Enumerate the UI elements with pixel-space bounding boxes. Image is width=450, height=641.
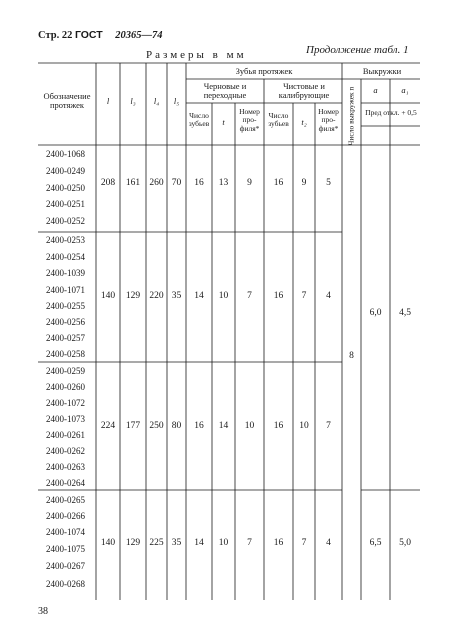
designation-row: 2400-1071 — [46, 285, 85, 295]
group4-l5: 35 — [171, 538, 182, 548]
a-upper-value: 6,0 — [369, 308, 382, 318]
designation-row: 2400-0261 — [46, 430, 85, 440]
teeth-count-header: Число зубьев — [188, 111, 210, 129]
group1-n1: 16 — [194, 178, 204, 188]
group1-n2: 16 — [273, 178, 284, 188]
group1-p1: 9 — [247, 178, 252, 188]
group4-l3: 129 — [125, 538, 141, 548]
group3-l: 224 — [100, 421, 116, 431]
l3-header: l₃ — [130, 96, 136, 106]
l5-header: l₅ — [173, 96, 180, 106]
designation-row: 2400-0249 — [46, 166, 85, 176]
t2-header: t₂ — [301, 117, 307, 127]
group1-t: 13 — [218, 178, 229, 188]
group4-n2: 16 — [273, 538, 284, 548]
a1-header: a₁ — [401, 85, 409, 95]
rough-header: Черновые и переходные — [203, 81, 247, 101]
continuation-caption: Продолжение табл. 1 — [306, 44, 409, 56]
group3-n2: 16 — [273, 421, 284, 431]
group2-n1: 14 — [194, 291, 204, 301]
group4-l4: 225 — [149, 538, 164, 548]
profile-2-header: Номер про- филя* — [318, 107, 339, 133]
a1-upper-value: 4,5 — [399, 308, 411, 318]
designation-row: 2400-0268 — [46, 579, 85, 589]
group4-l: 140 — [100, 538, 116, 548]
designation-row: 2400-0257 — [46, 333, 85, 343]
group4-p1: 7 — [247, 538, 252, 548]
designation-row: 2400-0258 — [46, 349, 85, 359]
designation-row: 2400-0263 — [46, 462, 85, 472]
designation-row: 2400-0267 — [46, 561, 85, 571]
designation-row: 2400-1073 — [46, 414, 85, 424]
designation-row: 2400-0265 — [46, 495, 85, 505]
teeth-count-2-header: Число зубьев — [268, 111, 289, 129]
group2-l: 140 — [100, 291, 116, 301]
designation-row: 2400-0262 — [46, 446, 85, 456]
designation-row: 2400-0253 — [46, 235, 85, 245]
group1-l4: 260 — [149, 178, 164, 188]
designation-row: 2400-0260 — [46, 382, 85, 392]
units-caption: Размеры в мм — [146, 49, 247, 61]
group4-t2: 7 — [301, 538, 307, 548]
group2-l3: 129 — [125, 291, 141, 301]
group2-p2: 4 — [326, 291, 331, 301]
designation-row: 2400-0264 — [46, 478, 85, 488]
designation-row: 2400-0256 — [46, 317, 85, 327]
group4-n1: 14 — [194, 538, 204, 548]
designation-row: 2400-1074 — [46, 527, 85, 537]
group2-p1: 7 — [247, 291, 252, 301]
group1-l5: 70 — [171, 178, 182, 188]
group1-l3: 161 — [125, 178, 141, 188]
group2-n2: 16 — [273, 291, 284, 301]
page-label: Стр. 22 — [38, 30, 73, 41]
designation-row: 2400-0252 — [46, 216, 85, 226]
finish-header: Чистовые и калибрующие — [278, 81, 330, 101]
a1-lower-value: 5,0 — [399, 538, 411, 548]
designation-header: Обозначение протяжек — [43, 91, 91, 111]
relief-count-header: Число выкружек n — [346, 86, 356, 146]
group1-t2: 9 — [301, 178, 307, 188]
t-header: t — [222, 117, 225, 127]
group3-p2: 7 — [326, 421, 331, 431]
designation-row: 2400-1072 — [46, 398, 85, 408]
relief-count-value: 8 — [349, 351, 354, 361]
designation-row: 2400-0266 — [46, 511, 85, 521]
group3-l3: 177 — [125, 421, 141, 431]
profile-header: Номер про- филя* — [239, 107, 260, 133]
group2-l5: 35 — [171, 291, 182, 301]
a-lower-value: 6,5 — [369, 538, 382, 548]
standard-number: 20365—74 — [115, 30, 163, 41]
designation-row: 2400-1075 — [46, 544, 85, 554]
page-number: 38 — [38, 606, 48, 617]
group3-t: 14 — [218, 421, 229, 431]
designation-row: 2400-0259 — [46, 366, 85, 376]
group2-t: 10 — [218, 291, 229, 301]
designation-row: 2400-0255 — [46, 301, 85, 311]
designation-row: 2400-0250 — [46, 183, 85, 193]
group3-l4: 250 — [149, 421, 164, 431]
group3-n1: 16 — [194, 421, 204, 431]
designation-row: 2400-1068 — [46, 149, 85, 159]
group2-l4: 220 — [149, 291, 164, 301]
group1-l: 208 — [100, 178, 116, 188]
group4-t: 10 — [218, 538, 229, 548]
relief-group-header: Выкружки — [362, 66, 402, 76]
designation-row: 2400-0251 — [46, 199, 85, 209]
teeth-group-header: Зубья протяжек — [235, 66, 293, 76]
l4-header: l₄ — [153, 96, 160, 106]
tolerance-header: Пред откл. + 0,5 — [365, 108, 417, 117]
group3-p1: 10 — [244, 421, 255, 431]
designation-row: 2400-1039 — [46, 268, 85, 278]
group2-t2: 7 — [301, 291, 307, 301]
a-header: a — [373, 85, 378, 95]
designation-row: 2400-0254 — [46, 252, 85, 262]
group3-t2: 10 — [299, 421, 309, 431]
group4-p2: 4 — [326, 538, 331, 548]
group1-p2: 5 — [326, 178, 331, 188]
standard-label: ГОСТ — [74, 29, 103, 41]
l-header: l — [106, 96, 110, 106]
group3-l5: 80 — [171, 421, 182, 431]
